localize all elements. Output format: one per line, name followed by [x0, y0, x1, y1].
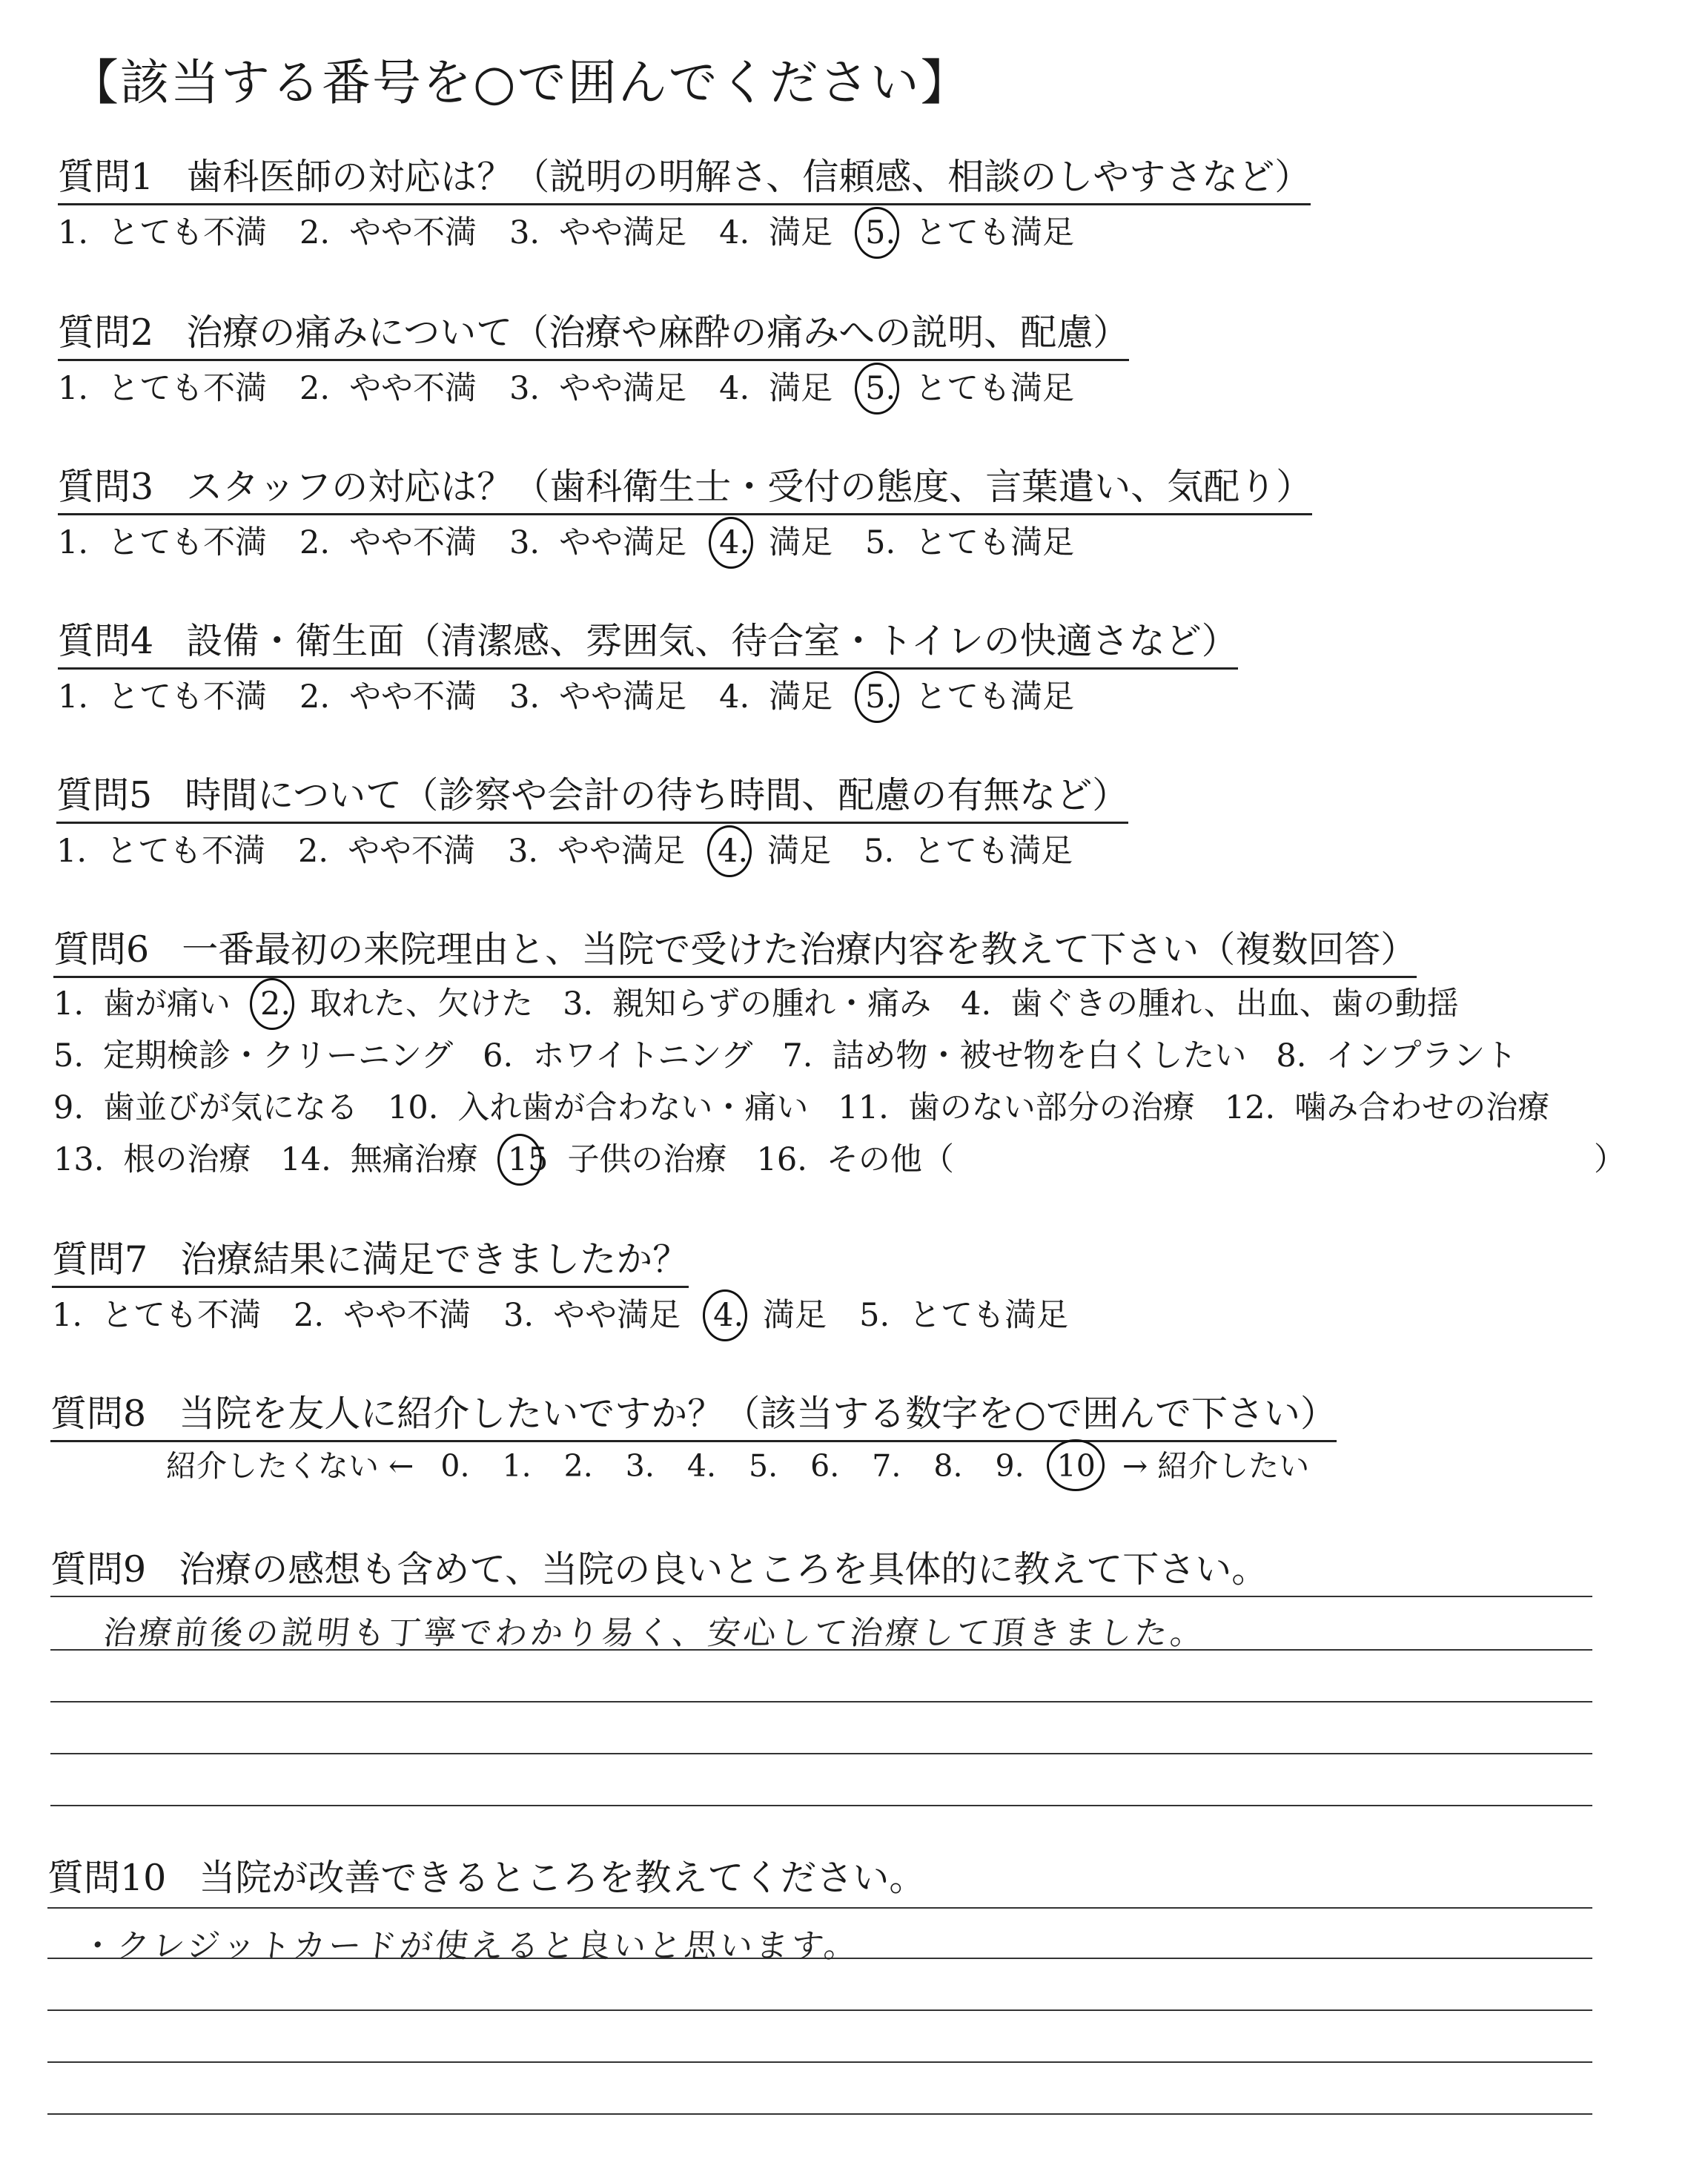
scale-number[interactable]: 3. [625, 1448, 655, 1484]
scale-right-label: → 紹介したい [1122, 1448, 1310, 1484]
option-number: 5. [865, 678, 896, 716]
answer-line [50, 1596, 1592, 1597]
option-label: やや不満 [343, 1297, 471, 1334]
question-text: 設備・衛生面（清潔感、雰囲気、待合室・トイレの快適さなど） [186, 620, 1238, 662]
scale-number[interactable]: 10 [1057, 1448, 1096, 1484]
option-label: 満足 [769, 370, 833, 407]
option-label: とても不満 [106, 833, 266, 870]
option-label: 歯が痛い [103, 985, 231, 1023]
question-4-options [58, 672, 1107, 717]
option-number: 4. [719, 370, 750, 407]
option-label: 満足 [763, 1297, 827, 1334]
option[interactable] [719, 672, 833, 717]
option-number: 4. [719, 524, 749, 561]
question-6-options-row [53, 1031, 1546, 1076]
option[interactable] [53, 1083, 358, 1128]
question-4-heading [58, 612, 1238, 670]
option-label: とても満足 [909, 1297, 1069, 1334]
option[interactable] [865, 208, 1074, 253]
selection-circle [250, 978, 294, 1030]
scale-number[interactable]: 8. [933, 1448, 963, 1484]
option-number: 2. [299, 678, 331, 716]
question-6-heading [53, 921, 1417, 978]
option-label: ホワイトニング [532, 1037, 753, 1074]
option[interactable] [280, 1135, 477, 1180]
question-9-answer: 治療前後の説明も丁寧でわかり易く、安心して治療して頂きました。 [101, 1614, 1208, 1652]
question-7-heading [52, 1231, 689, 1288]
question-text: 治療の痛みについて（治療や麻酔の痛みへの説明、配慮） [186, 311, 1130, 354]
option[interactable] [1276, 1031, 1517, 1076]
option-label: 定期検診・クリーニング [103, 1037, 454, 1074]
option-label: 取れた、欠けた [310, 985, 534, 1023]
form-title: 【該当する番号を○で囲んでください】 [70, 54, 971, 111]
option-label: とても満足 [913, 833, 1073, 870]
question-1-heading [58, 148, 1311, 205]
question-text: 時間について（診察や会計の待ち時間、配慮の有無など） [185, 774, 1129, 816]
option-number: 9. [53, 1089, 85, 1126]
scale-number[interactable]: 6. [810, 1448, 840, 1484]
option[interactable] [865, 363, 1074, 409]
question-text: 一番最初の来院理由と、当院で受けた治療内容を教えて下さい（複数回答） [182, 928, 1417, 971]
option[interactable] [757, 1135, 954, 1180]
option-label: とても不満 [107, 214, 268, 251]
option-label: 入れ歯が合わない・痛い [457, 1089, 809, 1126]
option-label: やや満足 [559, 524, 687, 561]
scale-left-label: 紹介したくない ← [166, 1448, 414, 1484]
option[interactable] [563, 979, 931, 1024]
option-number: 6. [483, 1037, 514, 1074]
question-3-options [58, 518, 1107, 563]
option[interactable] [53, 1135, 251, 1180]
answer-line [47, 2009, 1592, 2011]
option-number: 3. [509, 370, 540, 407]
option[interactable] [838, 1083, 1194, 1128]
option-label: やや不満 [349, 214, 477, 251]
option-label: 歯のない部分の治療 [907, 1089, 1195, 1126]
option-label: 無痛治療 [350, 1141, 478, 1178]
question-number: 質問8 [50, 1393, 147, 1435]
option-label: やや満足 [557, 833, 686, 870]
option-number: 3. [509, 678, 540, 716]
option-number: 4. [718, 833, 748, 870]
answer-line [47, 2113, 1592, 2115]
option-number: 3. [563, 985, 594, 1023]
option[interactable] [58, 363, 267, 409]
option-number: 2. [299, 524, 331, 561]
option[interactable] [859, 1290, 1068, 1335]
option-label: やや不満 [349, 524, 477, 561]
option-number: 4. [719, 678, 750, 716]
option-number: 1. [58, 370, 89, 407]
question-2-options [58, 363, 1107, 409]
question-text: 治療結果に満足できましたか？ [180, 1238, 689, 1281]
option-label: やや満足 [559, 214, 687, 251]
option-label: 満足 [767, 833, 832, 870]
option-label: 満足 [769, 678, 833, 716]
option[interactable] [53, 1031, 453, 1076]
selection-circle [707, 825, 752, 877]
option-label: 根の治療 [123, 1141, 251, 1178]
option[interactable] [509, 363, 686, 409]
option[interactable] [503, 1290, 681, 1335]
option[interactable] [719, 208, 833, 253]
option-label: とても満足 [915, 678, 1075, 716]
option-label: やや不満 [349, 370, 477, 407]
question-number: 質問2 [58, 311, 154, 354]
question-number: 質問7 [52, 1238, 148, 1281]
scale-number[interactable]: 9. [995, 1448, 1025, 1484]
option-number: 1. [56, 833, 87, 870]
option[interactable] [58, 518, 267, 563]
option-label: インプラント [1325, 1037, 1517, 1074]
option-label: やや満足 [559, 678, 687, 716]
selection-circle [855, 671, 899, 723]
scale-number[interactable]: 4. [686, 1448, 717, 1484]
question-number: 質問5 [56, 774, 153, 816]
selection-circle [703, 1289, 747, 1341]
option-label: 歯並びが気になる [103, 1089, 359, 1126]
option-number: 3. [503, 1297, 534, 1334]
option-number: 2. [299, 370, 331, 407]
option-label: 満足 [769, 524, 833, 561]
option[interactable] [58, 208, 267, 253]
answer-line [50, 1753, 1592, 1754]
option-number: 10. [388, 1089, 439, 1126]
question-text: 当院を友人に紹介したいですか？（該当する数字を○で囲んで下さい） [179, 1393, 1337, 1435]
option[interactable] [509, 672, 686, 717]
answer-line [50, 1805, 1592, 1806]
option[interactable] [865, 672, 1074, 717]
option-label: 詰め物・被せ物を白くしたい [832, 1037, 1247, 1074]
question-number: 質問1 [58, 156, 154, 198]
question-5-options [56, 826, 1105, 871]
option-number: 5. [865, 370, 896, 407]
option-label: とても不満 [107, 678, 268, 716]
question-10-answer: ・クレジットカードが使えると良いと思います。 [79, 1927, 862, 1965]
option-number: 5. [865, 214, 896, 251]
option[interactable] [713, 1290, 827, 1335]
option[interactable] [961, 979, 1459, 1024]
option-number: 4. [713, 1297, 744, 1334]
option[interactable] [299, 672, 477, 717]
selection-circle [497, 1134, 542, 1186]
recommend-scale [156, 1441, 1320, 1485]
selection-circle [855, 363, 899, 415]
option-label: 満足 [769, 214, 833, 251]
option-label: 歯ぐきの腫れ、出血、歯の動揺 [1010, 985, 1459, 1023]
question-text: スタッフの対応は？（歯科衛生士・受付の態度、言葉遣い、気配り） [186, 466, 1313, 508]
option-number: 16. [756, 1141, 807, 1178]
question-5-heading [56, 767, 1128, 824]
scale-number[interactable]: 7. [872, 1448, 901, 1484]
question-number: 質問9 [50, 1548, 147, 1591]
question-6-options-row [53, 1083, 1579, 1128]
question-number: 質問6 [53, 928, 150, 971]
option-label: 親知らずの腫れ・痛み [612, 985, 932, 1023]
option-label: とても満足 [915, 214, 1075, 251]
option[interactable] [299, 208, 477, 253]
option[interactable] [298, 826, 475, 871]
option[interactable] [483, 1031, 752, 1076]
question-8-heading [50, 1385, 1337, 1442]
option[interactable] [509, 518, 686, 563]
option-number: 3. [509, 214, 540, 251]
option-number: 1. [58, 678, 89, 716]
option-number: 1. [58, 524, 89, 561]
option[interactable] [1225, 1083, 1549, 1128]
option-label: とても不満 [107, 524, 268, 561]
option-number: 7. [782, 1037, 813, 1074]
option-number: 5. [859, 1297, 890, 1334]
scale-number[interactable]: 0. [440, 1448, 470, 1484]
option-number: 11. [838, 1089, 889, 1126]
option-number: 3. [508, 833, 539, 870]
option-number: 2. [299, 214, 331, 251]
question-text: 治療の感想も含めて、当院の良いところを具体的に教えて下さい。 [179, 1548, 1268, 1591]
option-number: 2. [260, 985, 291, 1023]
question-number: 質問4 [58, 620, 154, 662]
option[interactable] [864, 826, 1073, 871]
option[interactable] [509, 208, 686, 253]
option[interactable] [719, 363, 833, 409]
option[interactable] [299, 363, 477, 409]
option-label: とても満足 [915, 524, 1075, 561]
question-10-heading [47, 1849, 925, 1904]
option-label: 噛み合わせの治療 [1294, 1089, 1550, 1126]
option-number: 2. [298, 833, 329, 870]
option-number: 2. [294, 1297, 325, 1334]
option-label: 子供の治療 [567, 1141, 727, 1178]
option-label: やや不満 [348, 833, 476, 870]
scale-number[interactable]: 5. [749, 1448, 778, 1484]
option-label: やや不満 [349, 678, 477, 716]
scale-number[interactable]: 1. [502, 1448, 532, 1484]
option-number: 5. [53, 1037, 85, 1074]
option[interactable] [508, 826, 685, 871]
option[interactable] [782, 1031, 1246, 1076]
option-number: 1. [53, 985, 85, 1023]
scale-number[interactable]: 2. [563, 1448, 593, 1484]
option-label: とても満足 [915, 370, 1075, 407]
question-number: 質問3 [58, 466, 154, 508]
question-7-options [52, 1290, 1101, 1335]
option-number: 5. [864, 833, 895, 870]
option-label: その他（ [826, 1141, 954, 1178]
option-label: やや満足 [559, 370, 687, 407]
option[interactable] [299, 518, 477, 563]
option[interactable] [388, 1083, 808, 1128]
selection-circle [855, 207, 899, 259]
option[interactable] [719, 518, 833, 563]
option[interactable] [718, 826, 831, 871]
option-number: 12. [1224, 1089, 1276, 1126]
option-label: とても不満 [102, 1297, 262, 1334]
option-label: とても不満 [107, 370, 268, 407]
option-number: 3. [509, 524, 540, 561]
selection-circle [709, 517, 753, 569]
option[interactable] [56, 826, 265, 871]
question-text: 歯科医師の対応は？（説明の明解さ、信頼感、相談のしやすさなど） [186, 156, 1311, 198]
option-label: やや満足 [553, 1297, 681, 1334]
other-close-paren: ） [1594, 1141, 1626, 1178]
option-number: 4. [961, 985, 992, 1023]
question-9-heading [50, 1541, 1268, 1596]
answer-line [47, 2061, 1592, 2063]
answer-line [50, 1701, 1592, 1702]
option[interactable] [865, 518, 1074, 563]
option[interactable] [294, 1290, 471, 1335]
question-6-options-row [53, 1135, 984, 1180]
question-3-heading [58, 458, 1312, 515]
question-2-heading [58, 304, 1129, 361]
question-1-options [58, 208, 1107, 253]
option[interactable] [53, 979, 231, 1024]
option-number: 5. [865, 524, 896, 561]
option[interactable] [260, 979, 533, 1024]
option-number: 8. [1276, 1037, 1307, 1074]
question-number: 質問10 [47, 1857, 167, 1899]
question-text: 当院が改善できるところを教えてください。 [199, 1857, 926, 1899]
option[interactable] [58, 672, 267, 717]
option-number: 13. [53, 1141, 105, 1178]
question-6-options-row [53, 979, 1489, 1024]
option-number: 4. [719, 214, 750, 251]
option-number: 1. [52, 1297, 83, 1334]
option[interactable] [508, 1135, 727, 1180]
answer-line [47, 1907, 1592, 1909]
option[interactable] [52, 1290, 261, 1335]
option-number: 15 [508, 1141, 549, 1178]
option-number: 14. [280, 1141, 331, 1178]
selection-circle [1047, 1439, 1105, 1491]
option-number: 1. [58, 214, 89, 251]
